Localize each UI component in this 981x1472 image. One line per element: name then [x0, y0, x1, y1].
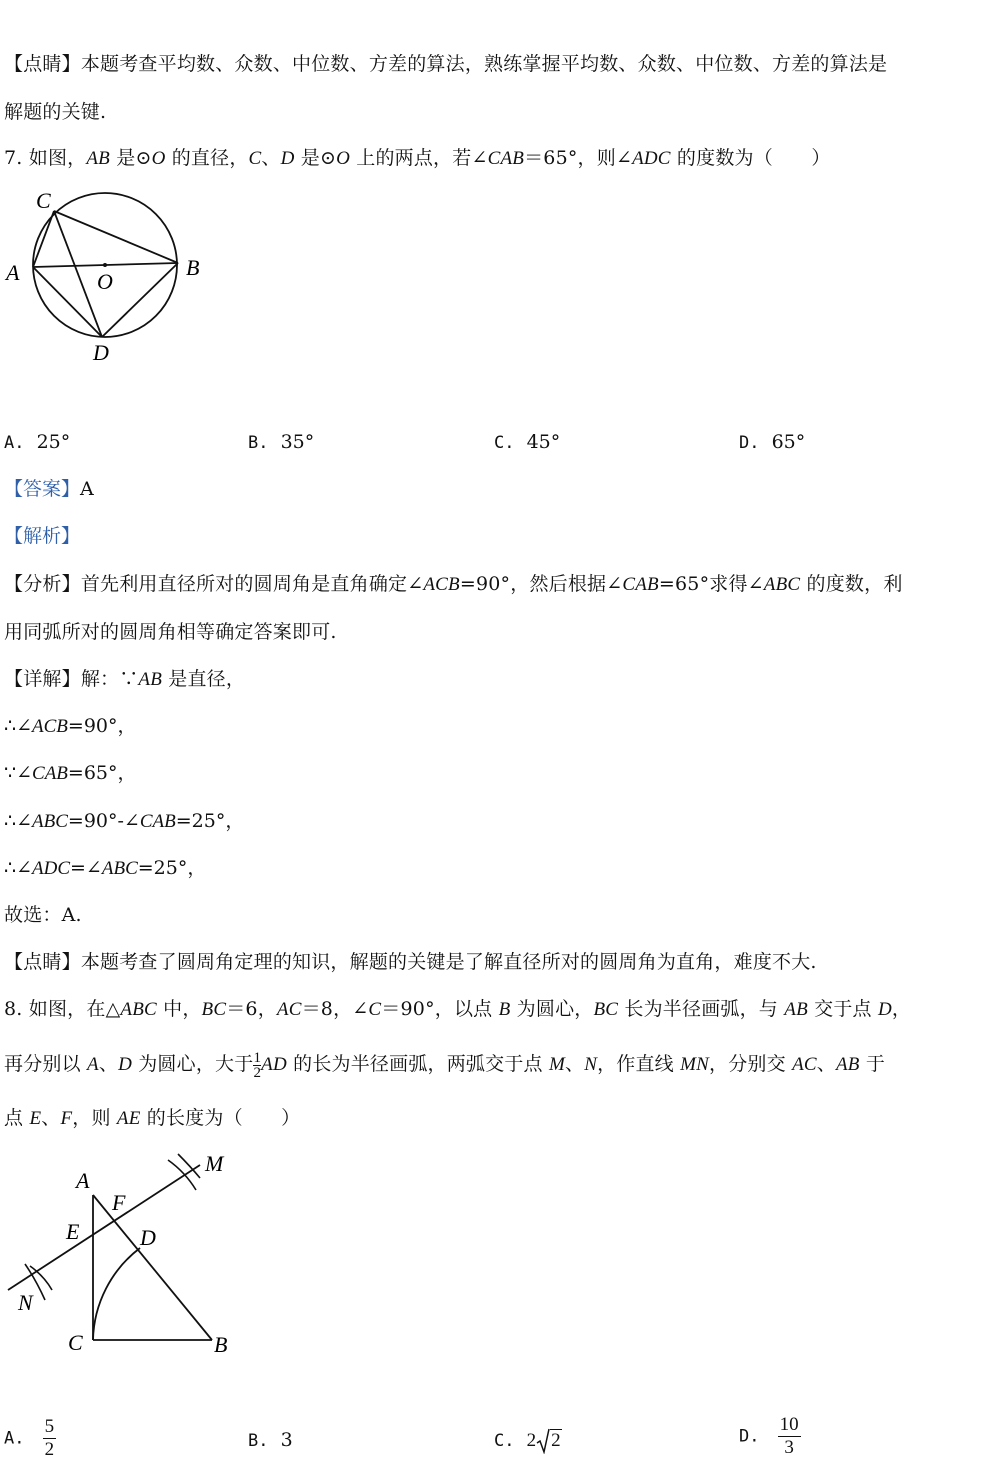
option-d-fraction: [778, 1414, 801, 1459]
option-value: 35°: [280, 431, 315, 453]
q8-part: 再分别以: [4, 1053, 88, 1075]
q7-stem-part: C: [248, 148, 262, 169]
frac-den: 2: [44, 1439, 55, 1460]
q7-step-4: [4, 856, 206, 881]
q8-part: 中，: [156, 998, 202, 1020]
radicand: 2: [551, 1430, 561, 1451]
center-dot: [103, 263, 107, 267]
q7-step-3: [4, 809, 244, 834]
q8-part: A: [87, 1054, 99, 1075]
q7-stem-part: AB: [86, 148, 110, 169]
q8-part: 于: [859, 1053, 886, 1075]
step-part: =90°-∠: [67, 810, 140, 832]
label-a: A: [6, 260, 20, 285]
comment-text: 本题考查了圆周角定理的知识，解题的关键是了解直径所对的圆周角为直角，难度不大.: [80, 951, 817, 973]
label-b: B: [186, 255, 200, 280]
q7-stem: [4, 146, 831, 171]
fenxi-part: 的度数，利: [800, 573, 903, 595]
q8-part: 为圆心，大于: [131, 1053, 254, 1075]
q8-option-d[interactable]: [739, 1414, 801, 1459]
q7-number: 7. 如图，: [4, 147, 87, 169]
q8-part: 、: [565, 1053, 585, 1075]
step-part: ∵∠: [4, 762, 33, 784]
step-part: ∴∠: [4, 715, 33, 737]
label-a: A: [76, 1168, 90, 1193]
step-part: =65°，: [67, 762, 137, 784]
answer-value: A: [80, 478, 94, 500]
q8-part: F: [60, 1108, 73, 1129]
step-part: =25°，: [175, 810, 245, 832]
q7-fenxi-line2: 用同弧所对的圆周角相等确定答案即可.: [4, 621, 337, 643]
arc-cd: [93, 1248, 140, 1340]
detail-part: AB: [138, 669, 163, 690]
label-o: O: [97, 269, 113, 294]
q8-part: ，作直线: [597, 1053, 681, 1075]
label-b: B: [214, 1332, 228, 1357]
q8-stem-line3: [4, 1106, 300, 1131]
step-part: CAB: [139, 811, 176, 832]
q8-part: ＝90°，以点: [381, 998, 499, 1020]
step-part: CAB: [32, 763, 68, 784]
label-d: D: [140, 1225, 156, 1250]
option-key: C.: [494, 1431, 515, 1451]
option-key: D.: [739, 1426, 760, 1447]
prev-comment-line2: 解题的关键.: [4, 101, 107, 123]
q8-option-c[interactable]: [494, 1428, 562, 1454]
q7-stem-part: 的度数为（ ）: [670, 147, 831, 169]
q8-part: 、: [816, 1053, 836, 1075]
step-part: ∴∠: [4, 857, 33, 879]
q7-answer: [4, 477, 94, 501]
q8-part: ，: [891, 998, 912, 1020]
label-c: C: [68, 1330, 83, 1355]
q7-comment: [4, 950, 817, 974]
frac-den: 3: [784, 1437, 794, 1458]
q7-stem-part: ＝65°，则∠: [524, 147, 633, 169]
q7-option-c[interactable]: [494, 430, 560, 455]
q8-triangle-figure: [0, 1140, 260, 1365]
fenxi-part: CAB: [622, 574, 659, 595]
option-value: 25°: [36, 431, 71, 453]
label-c: C: [36, 188, 51, 213]
step-part: ABC: [32, 811, 68, 832]
q7-stem-part: ADC: [632, 148, 671, 169]
q8-part: BC: [201, 999, 227, 1020]
step-part: ADC: [32, 858, 71, 879]
q7-stem-part: 的直径，: [165, 147, 249, 169]
comment-label: 【点睛】: [4, 951, 81, 973]
fenxi-part: =90°，然后根据∠: [459, 573, 623, 595]
option-value: 45°: [526, 431, 561, 453]
q8-part: 、: [98, 1053, 119, 1075]
prev-comment-text1: 本题考查平均数、众数、中位数、方差的算法，熟练掌握平均数、众数、中位数、方差的算法是: [80, 53, 888, 75]
step-part: ∴∠: [4, 810, 33, 832]
chord-ca: [33, 211, 54, 267]
step-part: =∠: [70, 857, 102, 879]
frac-num: 5: [44, 1416, 55, 1437]
q7-fenxi: [4, 572, 903, 597]
arc-mark-m2: [178, 1154, 200, 1178]
q8-part: D: [118, 1054, 132, 1075]
q7-choose: 故选：A.: [4, 904, 82, 926]
step-part: =90°，: [67, 715, 137, 737]
q7-stem-part: 、: [261, 147, 281, 169]
q7-analysis-label: 【解析】: [4, 525, 81, 547]
label-d: D: [93, 340, 109, 365]
q7-stem-part: CAB: [487, 148, 525, 169]
q8-part: MN: [680, 1054, 710, 1075]
q7-stem-part: O: [151, 148, 166, 169]
chord-bd: [102, 263, 178, 337]
q8-stem-line1: [4, 997, 911, 1022]
q7-option-d[interactable]: [739, 430, 805, 455]
half-num: 1: [253, 1049, 262, 1066]
q7-stem-part: 上的两点，若∠: [350, 147, 488, 169]
q7-step-1: [4, 714, 137, 739]
q7-option-a[interactable]: [4, 430, 70, 455]
q8-part: 为圆心，: [510, 998, 594, 1020]
fenxi-part: ABC: [763, 574, 801, 595]
half-fraction: [253, 1051, 261, 1080]
q8-part: 交于点: [807, 998, 878, 1020]
q7-stem-part: O: [336, 148, 351, 169]
q8-part: AB: [784, 999, 808, 1020]
q8-part: AE: [116, 1108, 141, 1129]
label-n: N: [18, 1290, 33, 1315]
q8-part: ，分别交: [709, 1053, 793, 1075]
option-key: B.: [248, 433, 269, 453]
q8-part: 的长度为（ ）: [140, 1107, 301, 1129]
fenxi-part: =65°求得∠: [658, 573, 764, 595]
q7-option-b[interactable]: [248, 430, 314, 455]
fenxi-part: 首先利用直径所对的圆周角是直角确定∠: [80, 573, 424, 595]
q8-part: 长为半径画弧，与: [618, 998, 785, 1020]
option-key: D.: [739, 433, 760, 453]
option-value: 3: [280, 1429, 293, 1451]
half-den: 2: [253, 1064, 262, 1081]
q8-part: E: [29, 1108, 42, 1129]
step-part: ABC: [101, 858, 138, 879]
q7-step-2: [4, 761, 137, 786]
step-part: =25°，: [137, 857, 207, 879]
prev-comment-line1: [4, 52, 887, 76]
q8-part: 点: [4, 1107, 30, 1129]
q8-option-a[interactable]: [4, 1416, 56, 1461]
q8-part: ＝8，∠: [301, 998, 369, 1020]
q8-part: AD: [261, 1054, 287, 1075]
side-ab: [93, 1195, 212, 1340]
q8-part: M: [548, 1054, 565, 1075]
label-m: M: [205, 1151, 224, 1176]
answer-label: 【答案】: [4, 478, 81, 500]
q8-stem-line2: [4, 1046, 885, 1083]
arc-mark-m1: [168, 1160, 196, 1190]
option-key: A.: [4, 1428, 25, 1449]
q7-stem-part: D: [280, 148, 295, 169]
fenxi-part: ACB: [423, 574, 460, 595]
sqrt-icon: [536, 1428, 550, 1454]
q8-part: ABC: [120, 999, 157, 1020]
q7-stem-part: 是⊙: [294, 147, 337, 169]
q8-part: BC: [593, 999, 619, 1020]
detail-part: 是直径，: [162, 668, 246, 690]
q7-detail: [4, 667, 245, 692]
q8-part: AB: [835, 1054, 860, 1075]
q8-part: 的长为半径画弧，两弧交于点: [286, 1053, 549, 1075]
q8-part: 、: [41, 1107, 61, 1129]
label-e: E: [66, 1219, 80, 1244]
q8-part: ＝6，: [226, 998, 277, 1020]
q8-part: C: [368, 999, 382, 1020]
q8-part: ，则: [72, 1107, 117, 1129]
q8-option-b[interactable]: [248, 1428, 293, 1453]
prev-comment-label: 【点睛】: [4, 53, 81, 75]
q8-part: D: [877, 999, 892, 1020]
q8-part: AC: [276, 999, 302, 1020]
option-key: C.: [494, 433, 515, 453]
fenxi-label: 【分析】: [4, 573, 81, 595]
radical-coef: 2: [526, 1430, 537, 1451]
q8-part: AC: [792, 1054, 817, 1075]
detail-label: 【详解】: [4, 668, 81, 690]
q8-part: B: [498, 999, 511, 1020]
option-key: A.: [4, 433, 25, 453]
chord-cd: [54, 211, 102, 337]
q8-part: 8. 如图，在△: [4, 998, 121, 1020]
frac-num: 10: [779, 1414, 799, 1435]
label-f: F: [112, 1190, 126, 1215]
option-value: 65°: [771, 431, 806, 453]
q7-stem-part: 是⊙: [110, 147, 152, 169]
q7-circle-figure: [0, 180, 230, 370]
q8-part: N: [584, 1054, 598, 1075]
option-key: B.: [248, 1431, 269, 1451]
option-a-fraction: [43, 1416, 57, 1461]
detail-part: 解：∵: [80, 668, 139, 690]
step-part: ACB: [32, 716, 68, 737]
